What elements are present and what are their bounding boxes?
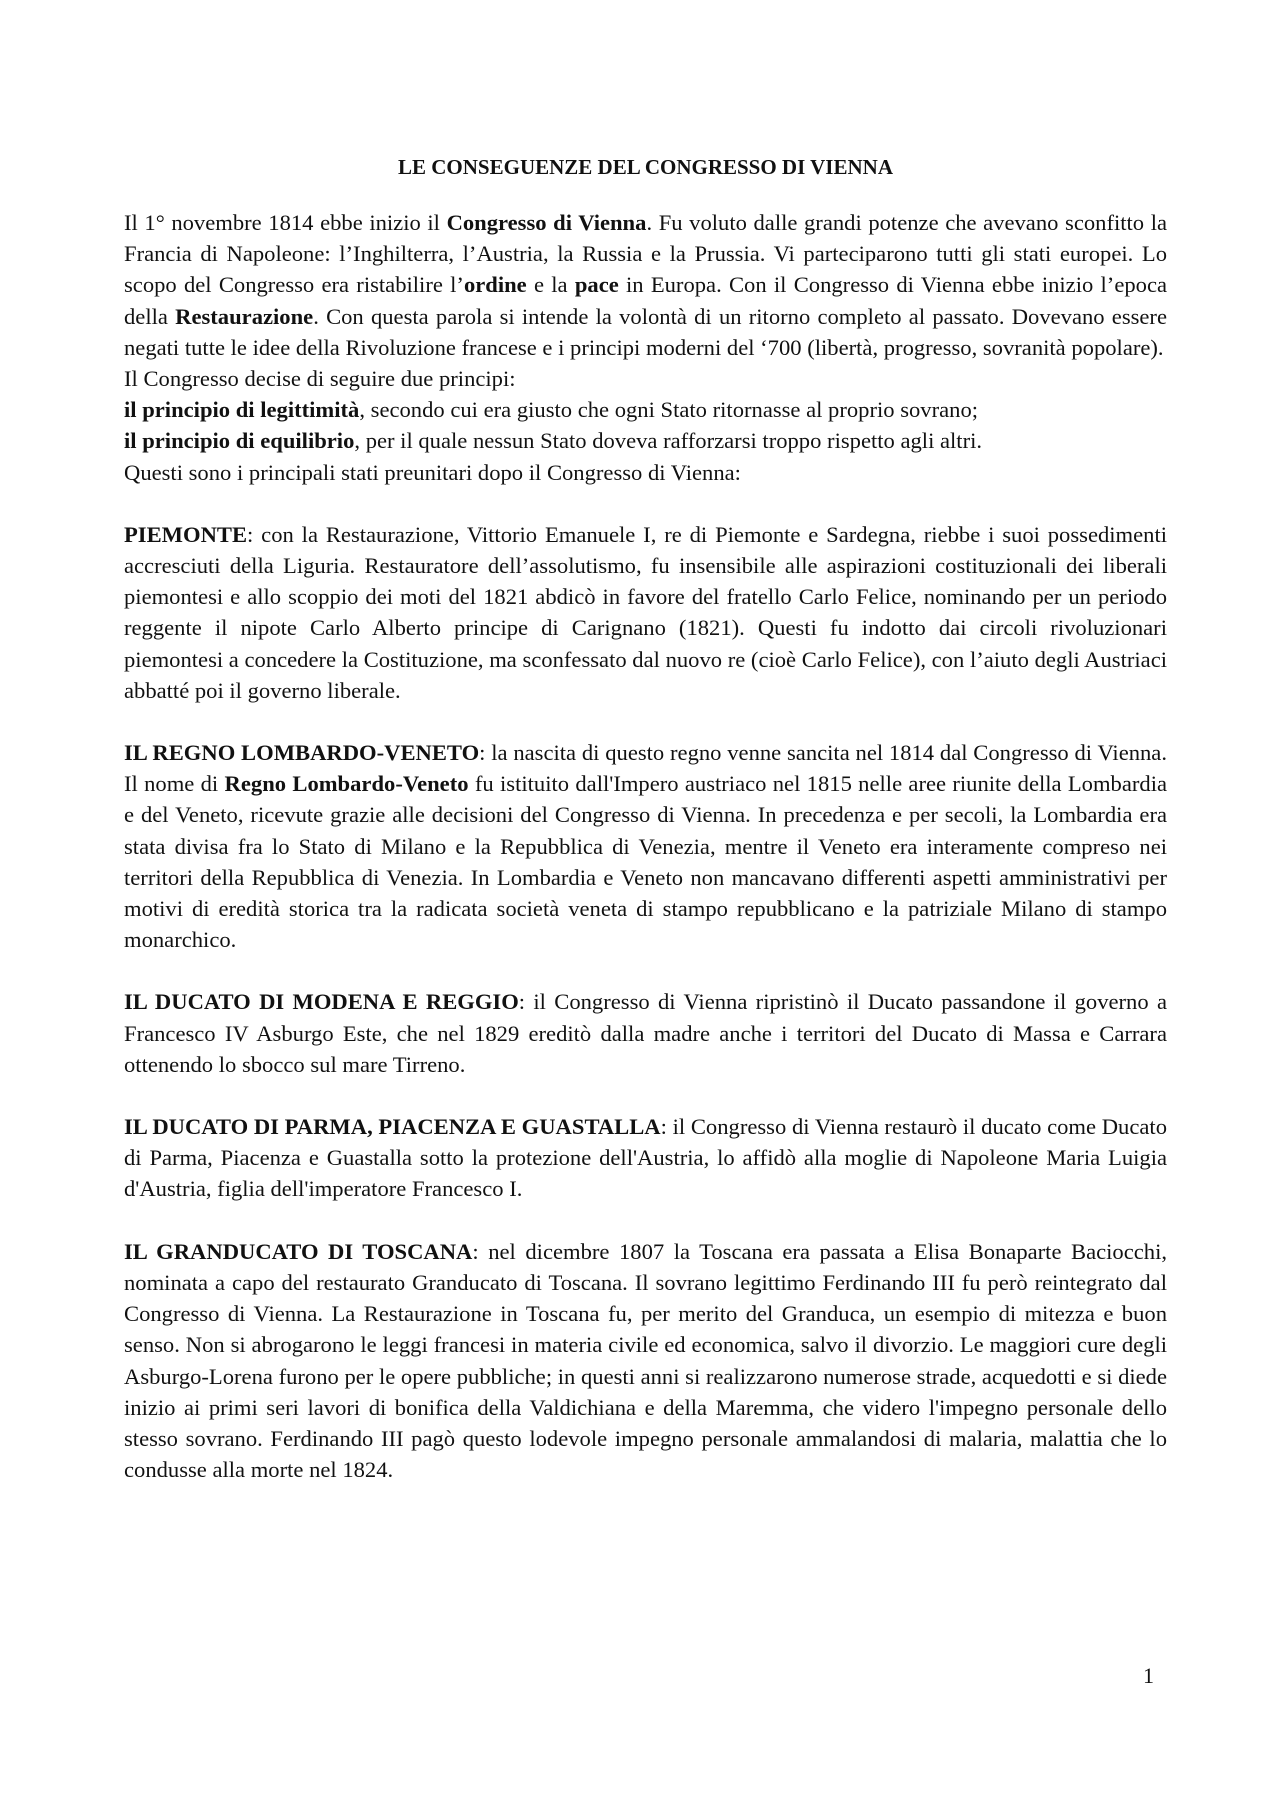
text-run: , secondo cui era giusto che ogni Stato ritornasse al proprio sovrano; xyxy=(359,397,979,423)
section-piemonte xyxy=(124,519,1167,706)
bold-text-run: ordine xyxy=(463,272,527,298)
bold-text-run: il principio di legittimità xyxy=(124,397,360,423)
section-lombardo-veneto xyxy=(124,737,1167,955)
document-body xyxy=(124,152,1167,1485)
bold-text-run: IL DUCATO DI MODENA E REGGIO xyxy=(124,989,519,1015)
page-number: 1 xyxy=(1143,1663,1154,1688)
text-run: in Europa. Con il Congresso di Vienna ebbe inizio l’epoca della xyxy=(124,272,1168,329)
section-toscana xyxy=(124,1236,1167,1486)
text-run: : il Congresso di Vienna ripristinò il Ducato passandone il governo a Francesco IV Asburgo Este, che nel 1829 ereditò dalla madre anche i territori del Ducato di Massa e Carrara ottenendo lo sbocco sul mare Tirreno. xyxy=(124,989,1168,1077)
bold-text-run: il principio di equilibrio xyxy=(124,428,355,454)
paragraph-gap xyxy=(124,955,1167,986)
bold-text-run: IL GRANDUCATO DI TOSCANA xyxy=(124,1238,473,1264)
text-run: , per il quale nessun Stato doveva rafforzarsi troppo rispetto agli altri. xyxy=(354,428,983,454)
bold-text-run: Restaurazione xyxy=(175,303,314,329)
text-run: fu istituito dall'Impero austriaco nel 1815 nelle aree riunite della Lombardia e del Veneto, ricevute grazie alle decisioni del Congresso di Vienna. In precedenza e per secoli, la Lombardia era stata divisa fra lo Stato di Milano e la Repubblica di Venezia, mentre il Veneto era interamente compreso nei territori della Repubblica di Venezia. In Lombardia e Veneto non mancavano differenti aspetti amministrativi per motivi di eredità storica tra la radicata società veneta di stampo repubblicano e la patriziale Milano di stampo monarchico. xyxy=(124,771,1167,953)
principle-equilibrium xyxy=(124,425,1167,456)
section-modena xyxy=(124,986,1167,1080)
text-run: : con la Restaurazione, Vittorio Emanuele I, re di Piemonte e Sardegna, riebbe i suoi possedimenti accresciuti della Liguria. Restauratore dell’assolutismo, fu insensibile alle aspirazioni costituzionali dei liberali piemontesi e allo scoppio dei moti del 1821 abdicò in favore del fratello Carlo Felice, nominando per un periodo reggente il nipote Carlo Alberto principe di Carignano (1821). Questi fu indotto dai circoli rivoluzionari piemontesi a concedere la Costituzione, ma sconfessato dal nuovo re (cioè Carlo Felice), con l’aiuto degli Austriaci abbatté poi il governo liberale. xyxy=(124,521,1167,703)
states-intro xyxy=(124,457,1167,488)
bold-text-run: Congresso di Vienna xyxy=(446,210,647,235)
principles-intro xyxy=(124,363,1167,394)
page-title: LE CONSEGUENZE DEL CONGRESSO DI VIENNA xyxy=(398,155,893,179)
text-run: Il 1° novembre 1814 ebbe inizio il xyxy=(124,210,447,235)
paragraph-gap xyxy=(124,706,1167,737)
bold-text-run: PIEMONTE xyxy=(124,521,248,547)
text-run: Questi sono i principali stati preunitari dopo il Congresso di Vienna: xyxy=(124,459,741,485)
bold-text-run: IL DUCATO DI PARMA, PIACENZA E GUASTALLA xyxy=(124,1114,661,1140)
text-run: e la xyxy=(526,272,575,298)
paragraph-gap xyxy=(124,1205,1167,1236)
bold-text-run: pace xyxy=(574,272,619,298)
text-run: : nel dicembre 1807 la Toscana era passata a Elisa Bonaparte Baciocchi, nominata a capo del restaurato Granducato di Toscana. Il sovrano legittimo Ferdinando III fu però reintegrato dal Congresso di Vienna. La Restaurazione in Toscana fu, per merito del Granduca, un esempio di mitezza e buon senso. Non si abrogarono le leggi francesi in materia civile ed economica, salvo il divorzio. Le maggiori cure degli Asburgo-Lorena furono per le opere pubbliche; in questi anni si realizzarono numerose strade, acquedotti e si diede inizio ai primi seri lavori di bonifica della Valdichiana e della Maremma, che videro l'impegno personale dello stesso sovrano. Ferdinando III pagò questo lodevole impegno personale ammalandosi di malaria, malattia che lo condusse alla morte nel 1824. xyxy=(124,1238,1167,1483)
section-parma xyxy=(124,1111,1167,1205)
bold-text-run: IL REGNO LOMBARDO-VENETO xyxy=(124,740,480,766)
paragraph-gap xyxy=(124,1080,1167,1111)
text-run: : la nascita di questo regno venne sancita nel 1814 dal Congresso di Vienna. Il nome di xyxy=(124,740,1167,797)
intro-paragraph xyxy=(124,207,1167,363)
text-run: . Fu voluto dalle grandi potenze che avevano sconfitto la Francia di Napoleone: l’Inghilterra, l’Austria, la Russia e la Prussia. Vi parteciparono tutti gli stati europei. Lo scopo del Congresso era ristabilire l’ xyxy=(124,210,1168,298)
text-run: Il Congresso decise di seguire due principi: xyxy=(124,366,516,392)
principle-legitimacy xyxy=(124,394,1167,425)
paragraph-gap xyxy=(124,488,1167,519)
text-run: : il Congresso di Vienna restaurò il ducato come Ducato di Parma, Piacenza e Guastalla sotto la protezione dell'Austria, lo affidò alla moglie di Napoleone Maria Luigia d'Austria, figlia dell'imperatore Francesco I. xyxy=(124,1114,1167,1202)
bold-text-run: Regno Lombardo-Veneto xyxy=(224,771,469,797)
text-run: . Con questa parola si intende la volontà di un ritorno completo al passato. Dovevano essere negati tutte le idee della Rivoluzione francese e i principi moderni del ‘700 (libertà, progresso, sovranità popolare). xyxy=(124,303,1167,360)
